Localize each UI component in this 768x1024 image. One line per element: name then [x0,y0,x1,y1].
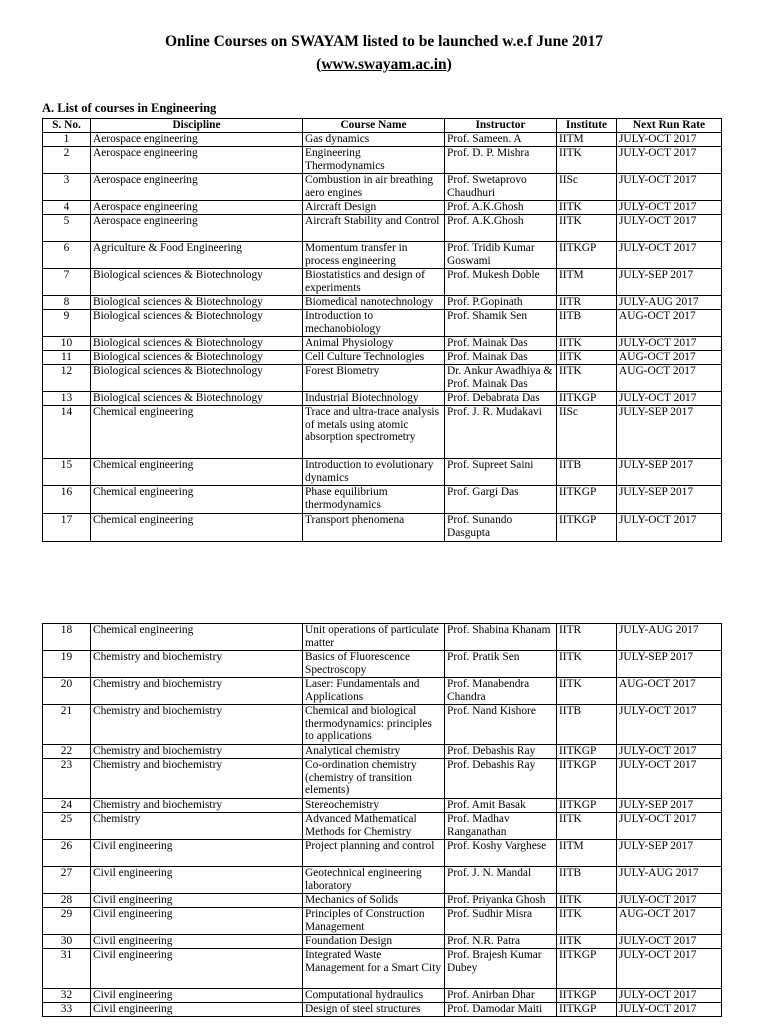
cell-institute: IITK [557,678,617,705]
cell-course-name: Principles of Construction Management [303,908,445,935]
cell-institute: IITM [557,840,617,867]
cell-sno: 13 [43,392,91,406]
section-heading: A. List of courses in Engineering [42,101,217,115]
cell-sno: 15 [43,459,91,486]
table-row [43,514,722,542]
table-row [43,705,722,745]
cell-next-run-rate: JULY-OCT 2017 [617,514,722,542]
table-row [43,651,722,678]
cell-instructor: Prof. J. R. Mudakavi [445,406,557,459]
cell-institute: IITK [557,908,617,935]
cell-instructor: Prof. N.R. Patra [445,935,557,949]
cell-sno: 17 [43,514,91,542]
cell-sno: 7 [43,269,91,296]
cell-institute: IITK [557,813,617,840]
cell-instructor: Prof. Sudhir Misra [445,908,557,935]
cell-instructor: Prof. Sunando Dasgupta [445,514,557,542]
table-row [43,351,722,365]
table-row [43,337,722,351]
table-row [43,459,722,486]
cell-sno: 24 [43,799,91,813]
cell-next-run-rate: JULY-SEP 2017 [617,406,722,459]
cell-sno: 2 [43,147,91,174]
table-row [43,406,722,459]
cell-instructor: Prof. Gargi Das [445,486,557,514]
cell-institute: IITB [557,867,617,894]
cell-instructor: Prof. Debashis Ray [445,759,557,799]
cell-course-name: Engineering Thermodynamics [303,147,445,174]
cell-sno: 6 [43,242,91,269]
table-row [43,935,722,949]
table-row [43,624,722,651]
cell-discipline: Biological sciences & Biotechnology [91,310,303,337]
cell-sno: 22 [43,745,91,759]
cell-course-name: Advanced Mathematical Methods for Chemistry [303,813,445,840]
cell-sno: 31 [43,949,91,989]
table-row [43,908,722,935]
cell-instructor: Prof. Koshy Varghese [445,840,557,867]
cell-institute: IITKGP [557,745,617,759]
cell-discipline: Civil engineering [91,894,303,908]
cell-sno: 5 [43,215,91,242]
cell-course-name: Integrated Waste Management for a Smart City [303,949,445,989]
cell-instructor: Prof. Supreet Saini [445,459,557,486]
cell-sno: 29 [43,908,91,935]
cell-next-run-rate: JULY-AUG 2017 [617,296,722,310]
cell-course-name: Momentum transfer in process engineering [303,242,445,269]
cell-discipline: Biological sciences & Biotechnology [91,296,303,310]
table-row [43,678,722,705]
cell-instructor: Prof. Amit Basak [445,799,557,813]
table-row [43,989,722,1003]
cell-institute: IISc [557,406,617,459]
cell-sno: 25 [43,813,91,840]
cell-sno: 8 [43,296,91,310]
cell-discipline: Biological sciences & Biotechnology [91,337,303,351]
cell-course-name: Aircraft Stability and Control [303,215,445,242]
cell-instructor: Prof. Pratik Sen [445,651,557,678]
cell-institute: IITK [557,651,617,678]
cell-institute: IITB [557,705,617,745]
table-header-row [43,119,722,133]
cell-institute: IITK [557,337,617,351]
cell-instructor: Prof. A.K.Ghosh [445,215,557,242]
cell-next-run-rate: AUG-OCT 2017 [617,310,722,337]
cell-discipline: Aerospace engineering [91,133,303,147]
cell-instructor: Prof. Mainak Das [445,337,557,351]
table-row [43,215,722,242]
cell-discipline: Biological sciences & Biotechnology [91,269,303,296]
cell-next-run-rate: AUG-OCT 2017 [617,351,722,365]
cell-instructor: Prof. J. N. Mandal [445,867,557,894]
cell-institute: IITM [557,269,617,296]
cell-course-name: Aircraft Design [303,201,445,215]
cell-next-run-rate: JULY-OCT 2017 [617,705,722,745]
cell-instructor: Prof. D. P. Mishra [445,147,557,174]
cell-sno: 14 [43,406,91,459]
cell-sno: 23 [43,759,91,799]
cell-next-run-rate: JULY-OCT 2017 [617,813,722,840]
cell-discipline: Biological sciences & Biotechnology [91,392,303,406]
cell-next-run-rate: JULY-SEP 2017 [617,459,722,486]
cell-discipline: Civil engineering [91,989,303,1003]
cell-discipline: Aerospace engineering [91,215,303,242]
url-close-paren: ) [446,56,452,73]
cell-instructor: Prof. Mukesh Doble [445,269,557,296]
cell-discipline: Aerospace engineering [91,201,303,215]
cell-institute: IITKGP [557,242,617,269]
cell-discipline: Chemistry and biochemistry [91,745,303,759]
cell-course-name: Chemical and biological thermodynamics: principles to applications [303,705,445,745]
cell-discipline: Civil engineering [91,908,303,935]
cell-institute: IITK [557,351,617,365]
cell-next-run-rate: AUG-OCT 2017 [617,908,722,935]
table-row [43,759,722,799]
cell-institute: IITKGP [557,949,617,989]
cell-instructor: Prof. Madhav Ranganathan [445,813,557,840]
cell-instructor: Prof. Sameen. A [445,133,557,147]
cell-course-name: Biostatistics and design of experiments [303,269,445,296]
cell-course-name: Project planning and control [303,840,445,867]
cell-course-name: Gas dynamics [303,133,445,147]
cell-course-name: Combustion in air breathing aero engines [303,174,445,201]
cell-sno: 1 [43,133,91,147]
header-sno: S. No. [43,119,91,133]
cell-course-name: Analytical chemistry [303,745,445,759]
cell-instructor: Prof. Priyanka Ghosh [445,894,557,908]
cell-sno: 27 [43,867,91,894]
cell-institute: IITR [557,624,617,651]
cell-course-name: Laser: Fundamentals and Applications [303,678,445,705]
cell-course-name: Introduction to evolutionary dynamics [303,459,445,486]
header-instructor: Instructor [445,119,557,133]
cell-next-run-rate: JULY-OCT 2017 [617,201,722,215]
cell-next-run-rate: AUG-OCT 2017 [617,365,722,392]
cell-next-run-rate: JULY-OCT 2017 [617,989,722,1003]
cell-sno: 11 [43,351,91,365]
table-row [43,813,722,840]
cell-course-name: Industrial Biotechnology [303,392,445,406]
cell-discipline: Chemistry and biochemistry [91,705,303,745]
cell-institute: IITK [557,215,617,242]
cell-institute: IISc [557,174,617,201]
cell-discipline: Civil engineering [91,1003,303,1017]
table-row [43,840,722,867]
cell-institute: IITK [557,365,617,392]
cell-next-run-rate: JULY-OCT 2017 [617,949,722,989]
cell-discipline: Agriculture & Food Engineering [91,242,303,269]
courses-table-2 [42,623,722,1017]
cell-next-run-rate: JULY-OCT 2017 [617,759,722,799]
cell-discipline: Biological sciences & Biotechnology [91,365,303,392]
cell-institute: IITR [557,296,617,310]
cell-next-run-rate: JULY-OCT 2017 [617,133,722,147]
cell-instructor: Prof. Nand Kishore [445,705,557,745]
cell-institute: IITKGP [557,514,617,542]
cell-next-run-rate: JULY-AUG 2017 [617,624,722,651]
table-row [43,894,722,908]
swayam-link[interactable]: www.swayam.ac.in [321,56,447,73]
table-row [43,269,722,296]
cell-sno: 4 [43,201,91,215]
cell-course-name: Forest Biometry [303,365,445,392]
page-subtitle [0,55,768,74]
cell-discipline: Chemistry and biochemistry [91,651,303,678]
table-row [43,867,722,894]
cell-institute: IITKGP [557,486,617,514]
cell-sno: 21 [43,705,91,745]
cell-instructor: Prof. P.Gopinath [445,296,557,310]
cell-next-run-rate: AUG-OCT 2017 [617,678,722,705]
cell-instructor: Prof. Tridib Kumar Goswami [445,242,557,269]
cell-discipline: Aerospace engineering [91,147,303,174]
cell-institute: IITKGP [557,1003,617,1017]
cell-discipline: Civil engineering [91,949,303,989]
cell-sno: 3 [43,174,91,201]
table-row [43,486,722,514]
cell-institute: IITK [557,935,617,949]
cell-next-run-rate: JULY-OCT 2017 [617,894,722,908]
cell-institute: IITM [557,133,617,147]
cell-course-name: Transport phenomena [303,514,445,542]
table-row [43,201,722,215]
cell-discipline: Civil engineering [91,840,303,867]
cell-course-name: Foundation Design [303,935,445,949]
cell-discipline: Aerospace engineering [91,174,303,201]
cell-institute: IITK [557,147,617,174]
table-row [43,174,722,201]
cell-next-run-rate: JULY-OCT 2017 [617,174,722,201]
cell-discipline: Chemical engineering [91,459,303,486]
cell-course-name: Phase equilibrium thermodynamics [303,486,445,514]
cell-sno: 33 [43,1003,91,1017]
cell-discipline: Chemistry [91,813,303,840]
cell-course-name: Computational hydraulics [303,989,445,1003]
table-row [43,242,722,269]
cell-instructor: Prof. Anirban Dhar [445,989,557,1003]
cell-course-name: Mechanics of Solids [303,894,445,908]
cell-course-name: Animal Physiology [303,337,445,351]
cell-course-name: Stereochemistry [303,799,445,813]
table-row [43,147,722,174]
cell-course-name: Trace and ultra-trace analysis of metals using atomic absorption spectrometry [303,406,445,459]
cell-discipline: Chemistry and biochemistry [91,678,303,705]
table-row [43,296,722,310]
cell-course-name: Introduction to mechanobiology [303,310,445,337]
cell-discipline: Chemistry and biochemistry [91,799,303,813]
cell-institute: IITK [557,201,617,215]
cell-instructor: Prof. Debashis Ray [445,745,557,759]
cell-discipline: Chemical engineering [91,486,303,514]
cell-instructor: Prof. Debabrata Das [445,392,557,406]
cell-institute: IITKGP [557,392,617,406]
cell-instructor: Prof. Damodar Maiti [445,1003,557,1017]
cell-next-run-rate: JULY-OCT 2017 [617,935,722,949]
cell-next-run-rate: JULY-OCT 2017 [617,215,722,242]
header-institute: Institute [557,119,617,133]
table-row [43,365,722,392]
cell-institute: IITKGP [557,989,617,1003]
cell-course-name: Cell Culture Technologies [303,351,445,365]
cell-instructor: Dr. Ankur Awadhiya & Prof. Mainak Das [445,365,557,392]
table-row [43,1003,722,1017]
cell-course-name: Geotechnical engineering laboratory [303,867,445,894]
table-row [43,310,722,337]
cell-sno: 28 [43,894,91,908]
header-course-name: Course Name [303,119,445,133]
cell-course-name: Co-ordination chemistry (chemistry of transition elements) [303,759,445,799]
cell-next-run-rate: JULY-SEP 2017 [617,840,722,867]
cell-course-name: Biomedical nanotechnology [303,296,445,310]
cell-discipline: Chemical engineering [91,514,303,542]
cell-next-run-rate: JULY-OCT 2017 [617,1003,722,1017]
cell-institute: IITKGP [557,799,617,813]
cell-next-run-rate: JULY-SEP 2017 [617,269,722,296]
table-row [43,799,722,813]
cell-instructor: Prof. Brajesh Kumar Dubey [445,949,557,989]
cell-discipline: Biological sciences & Biotechnology [91,351,303,365]
cell-instructor: Prof. Manabendra Chandra [445,678,557,705]
cell-instructor: Prof. A.K.Ghosh [445,201,557,215]
header-discipline: Discipline [91,119,303,133]
cell-next-run-rate: JULY-SEP 2017 [617,799,722,813]
cell-institute: IITK [557,894,617,908]
url-open-paren: ( [316,56,322,73]
cell-discipline: Civil engineering [91,935,303,949]
cell-next-run-rate: JULY-OCT 2017 [617,392,722,406]
cell-sno: 9 [43,310,91,337]
cell-discipline: Chemical engineering [91,624,303,651]
cell-discipline: Chemistry and biochemistry [91,759,303,799]
cell-instructor: Prof. Shamik Sen [445,310,557,337]
cell-sno: 20 [43,678,91,705]
cell-discipline: Civil engineering [91,867,303,894]
table-row [43,392,722,406]
cell-next-run-rate: JULY-OCT 2017 [617,242,722,269]
cell-sno: 12 [43,365,91,392]
cell-sno: 16 [43,486,91,514]
cell-next-run-rate: JULY-OCT 2017 [617,745,722,759]
cell-sno: 32 [43,989,91,1003]
table-row [43,949,722,989]
cell-sno: 26 [43,840,91,867]
cell-instructor: Prof. Mainak Das [445,351,557,365]
header-next-run-rate: Next Run Rate [617,119,722,133]
cell-next-run-rate: JULY-SEP 2017 [617,651,722,678]
cell-course-name: Unit operations of particulate matter [303,624,445,651]
cell-sno: 10 [43,337,91,351]
table-row [43,133,722,147]
cell-discipline: Chemical engineering [91,406,303,459]
cell-institute: IITB [557,310,617,337]
cell-sno: 30 [43,935,91,949]
cell-course-name: Design of steel structures [303,1003,445,1017]
cell-sno: 19 [43,651,91,678]
cell-next-run-rate: JULY-OCT 2017 [617,337,722,351]
cell-instructor: Prof. Swetaprovo Chaudhuri [445,174,557,201]
cell-institute: IITKGP [557,759,617,799]
courses-table-1 [42,118,722,542]
page-title: Online Courses on SWAYAM listed to be launched w.e.f June 2017 [164,33,604,50]
cell-institute: IITB [557,459,617,486]
cell-sno: 18 [43,624,91,651]
table-row [43,745,722,759]
cell-next-run-rate: JULY-OCT 2017 [617,147,722,174]
cell-next-run-rate: JULY-AUG 2017 [617,867,722,894]
cell-course-name: Basics of Fluorescence Spectroscopy [303,651,445,678]
cell-next-run-rate: JULY-SEP 2017 [617,486,722,514]
cell-instructor: Prof. Shabina Khanam [445,624,557,651]
